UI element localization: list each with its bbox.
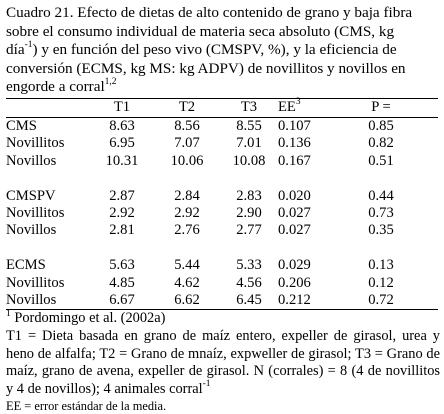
footnote-source: $^1$ Pordomingo et al. (2002a) xyxy=(6,308,166,327)
table-row xyxy=(6,292,438,310)
group-spacer xyxy=(6,240,438,257)
row-label: Novillitos xyxy=(6,135,65,152)
table-row xyxy=(6,205,438,222)
caption-line: día$^{-1}$) y en función del peso vivo (CMSPV, %), y la eficiencia de xyxy=(6,40,397,59)
row-label: Novillitos xyxy=(6,274,65,291)
row-label: Novillos xyxy=(6,152,57,169)
footnotes xyxy=(6,310,440,414)
table-cell: 7.01 xyxy=(236,135,262,152)
table-cell: 2.84 xyxy=(174,187,200,204)
row-label: Novillos xyxy=(6,292,90,310)
table-row xyxy=(6,117,438,135)
table-cell: 10.31 xyxy=(105,152,139,169)
table-cell: 7.07 xyxy=(174,135,200,152)
table-cell: 2.83 xyxy=(236,187,262,204)
table-cell: 0.136 xyxy=(278,135,311,152)
table-cell: 0.107 xyxy=(278,117,311,134)
header-cell: P = xyxy=(324,98,438,117)
table-cell: 0.51 xyxy=(368,152,394,169)
table-row xyxy=(6,153,438,170)
caption-line: sobre el consumo individual de materia seca absoluto (CMS, kg xyxy=(6,22,395,40)
caption-line: Cuadro 21. Efecto de dietas de alto contenido de grano y baja fibra xyxy=(6,4,413,21)
header-cell: T3 xyxy=(220,98,278,117)
table-group-cms xyxy=(6,117,438,170)
header-cell xyxy=(6,98,90,117)
table-cell: 8.56 xyxy=(174,117,200,134)
data-table xyxy=(6,98,438,310)
table-cell: 6.67 xyxy=(90,292,154,310)
table-cell: 0.029 xyxy=(278,257,311,274)
table-cell: 0.73 xyxy=(368,204,394,221)
table-cell: 5.63 xyxy=(109,257,135,274)
table-cell: 0.212 xyxy=(278,292,324,310)
table-cell: 0.12 xyxy=(368,274,394,291)
footnote-ee: EE = error estándar de la media. xyxy=(6,399,167,414)
table-cell: 4.85 xyxy=(109,274,135,291)
header-cell: T2 xyxy=(154,98,220,117)
row-label: CMSPV xyxy=(6,187,56,204)
table-cell: 4.62 xyxy=(174,274,200,291)
table-cell: 6.95 xyxy=(109,135,135,152)
table-cell: 0.35 xyxy=(368,222,394,239)
row-label: Novillitos xyxy=(6,204,65,221)
table-row xyxy=(6,188,438,205)
table-cell: 8.55 xyxy=(236,117,262,134)
table-row xyxy=(6,222,438,239)
table-cell: 0.72 xyxy=(324,292,438,310)
header-row xyxy=(6,98,438,117)
table-cell: 2.87 xyxy=(109,187,135,204)
table-cell: 2.90 xyxy=(236,204,262,221)
table-group-ecms xyxy=(6,257,438,310)
header-cell: $EE^3$ xyxy=(278,98,324,117)
table-cell: 0.85 xyxy=(368,117,394,134)
table-cell: 6.62 xyxy=(154,292,220,310)
table-row xyxy=(6,275,438,292)
table-cell: 2.81 xyxy=(109,222,135,239)
table-caption xyxy=(6,4,440,97)
table-row xyxy=(6,135,438,152)
table-cell: 2.92 xyxy=(109,204,135,221)
table-cell: 6.45 xyxy=(220,292,278,310)
table-cell: 2.77 xyxy=(236,222,262,239)
table-cell: 10.06 xyxy=(170,152,204,169)
table-cell: 4.56 xyxy=(236,274,262,291)
group-spacer xyxy=(6,170,438,187)
table-cell: 8.63 xyxy=(109,117,135,134)
table-cell: 0.13 xyxy=(368,257,394,274)
row-label: CMS xyxy=(6,117,37,134)
table-cell: 10.08 xyxy=(232,152,266,169)
table-cell: 2.92 xyxy=(174,204,200,221)
table-row xyxy=(6,257,438,274)
caption-line: conversión (ECMS, kg MS: kg ADPV) de novillitos y novillos en xyxy=(6,59,406,77)
table-cell: 5.33 xyxy=(236,257,262,274)
row-label: ECMS xyxy=(6,257,46,274)
table-cell: 0.44 xyxy=(368,187,394,204)
caption-line: engorde a corral$^{1,2}$ xyxy=(6,77,117,96)
table-cell: 5.44 xyxy=(174,257,200,274)
table-cell: 0.020 xyxy=(278,187,311,204)
table-cell: 0.82 xyxy=(368,135,394,152)
table-cell: 0.206 xyxy=(278,274,311,291)
table-cell: 2.76 xyxy=(174,222,200,239)
footnote-treatments: T1 = Dieta basada en grano de maíz entero, expeller de girasol, urea y heno de alfalfa; T2 = Grano de mnaíz, expweller de girasol; T3 = Grano de maíz, grano de avena, expeller de girasol. N (corrales) = 8 (4 de novillitos y 4 de novillos); 4 animales corral$^{-1}$ xyxy=(6,328,440,397)
table-group-cmspv xyxy=(6,188,438,240)
table-cell: 0.167 xyxy=(278,152,311,169)
row-label: Novillos xyxy=(6,222,57,239)
header-cell: T1 xyxy=(90,98,154,117)
table-cell: 0.027 xyxy=(278,222,311,239)
table-cell: 0.027 xyxy=(278,204,311,221)
